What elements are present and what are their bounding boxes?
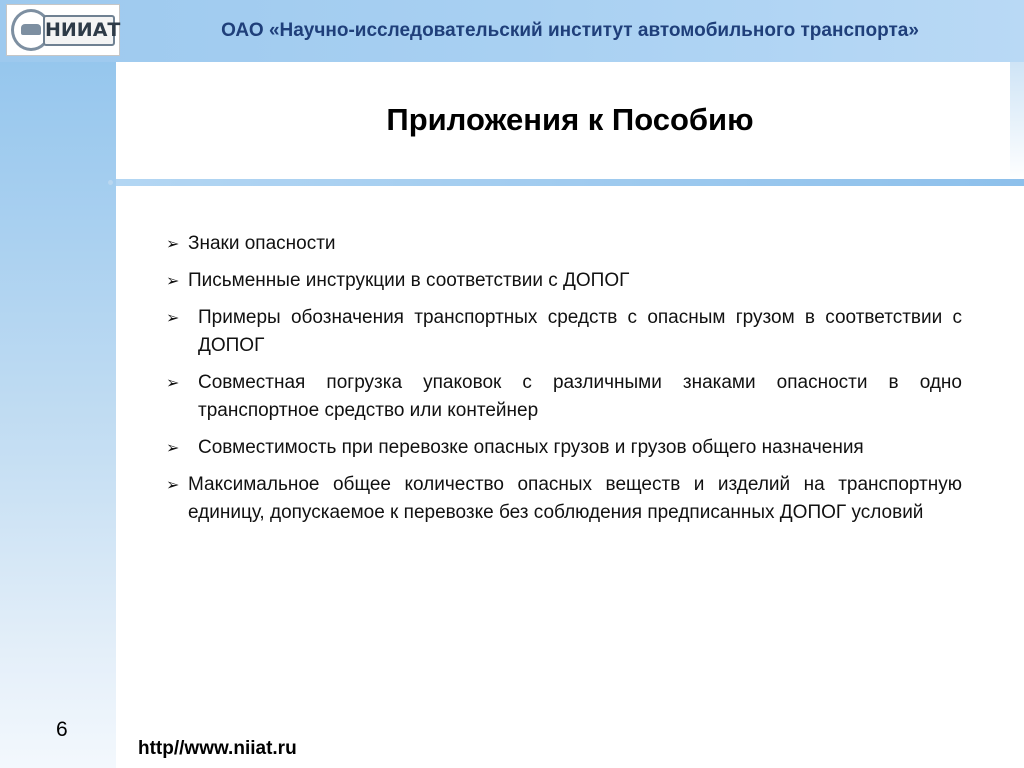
niiat-logo [6,4,120,56]
arrow-bullet-icon: ➢ [166,475,180,494]
slide-title: Приложения к Пособию [386,102,754,137]
bullet-item [166,471,962,527]
left-decorative-band [0,0,116,768]
arrow-bullet-icon: ➢ [166,308,180,327]
bullet-item [166,369,962,425]
bullet-text: Максимальное общее количество опасных веществ и изделий на транспортную единицу, допускаемое к перевозке без соблюдения предписанных ДОПОГ условий [188,474,962,523]
arrow-bullet-icon: ➢ [166,438,180,457]
bullet-text: Письменные инструкции в соответствии с ДОПОГ [188,270,630,291]
header-title: ОАО «Научно-исследовательский институт автомобильного транспорта» [221,20,919,41]
arrow-bullet-icon: ➢ [166,271,180,290]
bullet-item [166,434,962,462]
bullet-list [166,230,962,536]
arrow-bullet-icon: ➢ [166,234,180,253]
logo-text: НИИАТ [43,15,115,46]
footer-url-link[interactable]: http//www.niiat.ru [138,738,297,759]
arrow-bullet-icon: ➢ [166,373,180,392]
bullet-text: Примеры обозначения транспортных средств с опасным грузом в соответствии с ДОПОГ [198,307,962,356]
bullet-item [166,230,962,258]
page-number: 6 [56,718,68,741]
bullet-text: Совместная погрузка упаковок с различными знаками опасности в одно транспортное средство или контейнер [198,372,962,421]
separator-dot [108,180,113,185]
bullet-item [166,304,962,360]
bullet-text: Совместимость при перевозке опасных грузов и грузов общего назначения [198,437,864,458]
bullet-item [166,267,962,295]
title-separator [116,179,1024,186]
bullet-text: Знаки опасности [188,233,336,254]
